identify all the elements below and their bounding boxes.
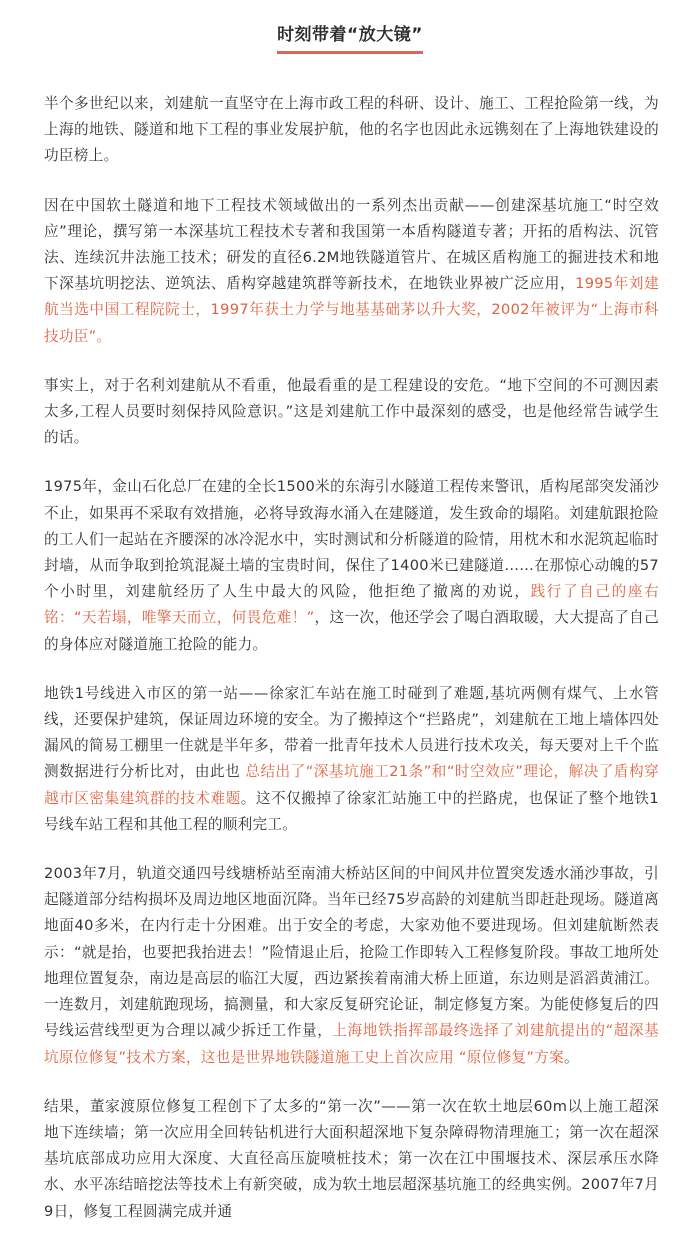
paragraph-7: 结果，董家渡原位修复工程创下了太多的“第一次”——第一次在软土地层60m以上施工超深地下连续墙；第一次应用全回转钻机进行大面积超深地下复杂障碍物清理施工；第一次在超深基坑底部成功应用大深度、大直径高压旋喷桩技术；第一次在江中围堰技术、深层承压水降水、水平冻结暗挖法等技术上有新突破，成为软土地层超深基坑施工的经典实例。2007年7月9日，修复工程圆满完成并通 — [44, 1097, 659, 1220]
article-title: 时刻带着“放大镜” — [277, 20, 423, 54]
paragraph-5-highlight: 总结出了“深基坑施工21条”和“时空效应”理论，解决了盾构穿越市区密集建筑群的技术难题 — [44, 763, 659, 807]
paragraph-4-text: 1975年，金山石化总厂在建的全长1500米的东海引水隧道工程传来警讯，盾构尾部突发涌沙不止，如果再不采取有效措施，必将导致海水涌入在建隧道，发生致命的塌陷。刘建航跟抢险的工人们一起站在齐腰深的冰冷泥水中，实时测试和分析隧道的险情，用枕木和水泥筑起临时封墙，从而争取到抢筑混凝土墙的宝贵时间，保住了1400米已建隧道……在那惊心动魄的57个小时里，刘建航经历了人生中最大的风险，他拒绝了撤离的劝说， — [44, 478, 659, 601]
paragraph-2-highlight: 1995年刘建航当选中国工程院院士，1997年获土力学与地基基础茅以升大奖，2002年被评为“上海市科技功臣”。 — [44, 275, 659, 345]
paragraph-3: 事实上，对于名利刘建航从不看重，他最看重的是工程建设的安危。“地下空间的不可测因素太多,工程人员要时刻保持风险意识。”这是刘建航工作中最深刻的感受，也是他经常告诫学生的话。 — [44, 376, 659, 447]
paragraph-6 — [44, 861, 659, 1071]
title-block — [0, 20, 700, 54]
paragraph-2-text: 因在中国软土隧道和地下工程技术领域做出的一系列杰出贡献——创建深基坑施工“时空效应”理论，撰写第一本深基坑工程技术专著和我国第一本盾构隧道专著；开拓的盾构法、沉管法、连续沉井法施工技术；研发的直径6.2M地铁隧道管片、在城区盾构施工的掘进技术和地下深基坑明挖法、逆筑法、盾构穿越建筑群等新技术，在地铁业界被广泛应用， — [44, 196, 659, 293]
paragraph-1: 半个多世纪以来，刘建航一直坚守在上海市政工程的科研、设计、施工、工程抢险第一线，为上海的地铁、隧道和地下工程的事业发展护航，他的名字也因此永远镌刻在了上海地铁建设的功臣榜上。 — [44, 95, 659, 165]
paragraph-2 — [44, 193, 659, 350]
paragraph-6-highlight: 上海地铁指挥部最终选择了刘建航提出的“超深基坑原位修复”技术方案，这也是世界地铁隧道施工史上首次应用 “原位修复”方案 — [44, 1022, 659, 1066]
paragraph-4-text-end: ，这一次，他还学会了喝白酒取暖，大大提高了自己的身体应对隧道施工抢险的能力。 — [44, 609, 659, 653]
paragraph-5 — [44, 681, 659, 838]
article-body — [44, 91, 659, 1248]
paragraph-4-highlight: 践行了自己的座右铭：“天若塌，唯擎天而立，何畏危难！” — [44, 583, 659, 627]
paragraph-5-text: 地铁1号线进入市区的第一站——徐家汇车站在施工时碰到了难题,基坑两侧有煤气、上水管线，还要保护建筑，保证周边环境的安全。为了搬掉这个“拦路虎”，刘建航在工地上墙体四处漏风的简易工棚里一住就是半年多，带着一批青年技术人员进行技术攻关，每天要对上千个监测数据进行分析比对，由此也 — [44, 684, 659, 781]
paragraph-5-text-end: 。这不仅搬掉了徐家汇站施工中的拦路虎，也保证了整个地铁1号线车站工程和其他工程的顺利完工。 — [44, 789, 660, 833]
paragraph-4 — [44, 474, 659, 657]
paragraph-6-text: 2003年7月，轨道交通四号线塘桥站至南浦大桥站区间的中间风井位置突发透水涌沙事故，引起隧道部分结构损坏及周边地区地面沉降。当年已经75岁高龄的刘建航当即赶赴现场。隧道离地面40多米，在内行走十分困难。出于安全的考虑，大家劝他不要进现场。但刘建航断然表示：“就是抬，也要把我抬进去！”险情退止后，抢险工作即转入工程修复阶段。事故工地所处地理位置复杂，南边是高层的临江大厦，西边紧挨着南浦大桥上匝道，东边则是滔滔黄浦江。一连数月，刘建航跑现场，搞测量，和大家反复研究论证，制定修复方案。为能使修复后的四号线运营线型更为合理以减少拆迁工作量， — [44, 865, 659, 1040]
paragraph-6-text-end: 。 — [564, 1048, 579, 1066]
